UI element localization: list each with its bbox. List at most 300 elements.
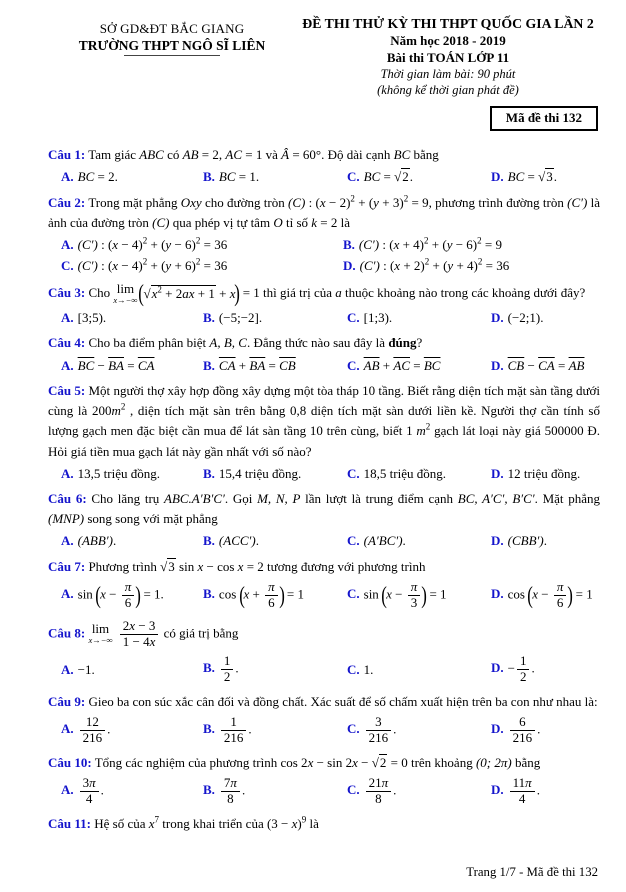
math-var: x: [291, 815, 298, 831]
math-var: BC: [218, 169, 236, 185]
question: [48, 489, 600, 551]
option-key: D.: [491, 660, 504, 676]
radical-sign: √: [143, 285, 151, 301]
math-var: x: [307, 754, 314, 770]
math-vector: $\overline{CB}$: [507, 357, 525, 373]
question-text: Câu 11: Hệ số của $x^7$ trong khai triển của $(3 - x)^9$ là: [48, 814, 319, 831]
math-vector: $\overline{BC}$: [77, 357, 95, 373]
right-paren: ): [278, 582, 285, 609]
option-B: B. $\frac{1}{2}$ .: [203, 652, 239, 684]
options-row: [48, 531, 600, 551]
fraction-denominator: 6: [124, 595, 132, 610]
superscript: 2: [425, 422, 431, 433]
question-number: Câu 9:: [48, 693, 86, 709]
fraction-denominator: 3: [410, 595, 418, 610]
superscript: 2: [195, 235, 201, 246]
option-key: C.: [347, 309, 360, 325]
math-var: π: [89, 774, 96, 790]
math-var: x: [148, 815, 155, 831]
option-C: C. $\frac{21\pi}{8}$ .: [347, 774, 397, 806]
fraction-denominator: 8: [375, 790, 382, 806]
option-key: D.: [491, 533, 504, 549]
math-vector: $\overline{BC}$: [423, 357, 441, 373]
question: [48, 145, 600, 187]
math-vector: $\overline{CB}$: [279, 357, 296, 373]
fraction-numerator: [554, 580, 567, 596]
math-fraction: [120, 619, 159, 650]
paren-content: x − $\frac{\pi}{3}$: [386, 579, 422, 612]
fraction-denominator: 4: [85, 790, 93, 806]
option-key: C.: [347, 357, 360, 373]
right-paren: ): [421, 582, 428, 609]
math-var: (C′): [359, 258, 380, 274]
radicand: $x^2 + 2ax + 1$: [151, 284, 215, 301]
math-var: BC, A′C′, B′C′: [457, 491, 535, 507]
math-paren-group: [240, 579, 284, 612]
math-limit: [88, 622, 112, 645]
math-limit: [113, 282, 137, 305]
option-D: D. (C′) : $(x + 2)^2 + (y + 4)^2 = 36$: [343, 257, 510, 274]
question-text: Câu 10: Tổng các nghiệm của phương trình cos 2x − sin 2x − √2 = 0 trên khoảng (0; 2π) bằng: [48, 754, 541, 770]
math-vector: $\overline{AB}$: [568, 357, 585, 373]
option-key: C.: [347, 586, 360, 602]
option-D: D. − $\frac{1}{2}$ .: [491, 652, 535, 684]
fraction-denominator: 4: [518, 790, 526, 806]
fraction-denominator: 1 − 4x: [122, 633, 156, 649]
fraction-numerator: [122, 580, 135, 596]
exam-subject: Bài thi TOÁN LỚP 11: [386, 50, 510, 65]
options-row: [48, 235, 600, 276]
math-vector: $\overline{BA}$: [249, 357, 266, 373]
math-fraction: [510, 776, 535, 807]
question-text: Câu 5: Một người thợ xây hợp đồng xây dựng một tòa tháp 10 tầng. Biết rằng diện tích mặt sàn tầng dưới cùng là $200m^2$ , diện tích mặt sàn trên bằng 0,8 diện tích mặt sàn dưới liền kề. Người thợ cần tính số lượng gạch men đặc biệt cần mua để lát sàn tầng 10 trên cùng, biết 1 $m^2$ gạch lát loại này giá 500000 Đ. Hỏi giá tiền mua gạch lát này gần nhất với số nào?: [48, 383, 601, 459]
option-key: A.: [61, 309, 74, 325]
option-key: B.: [203, 533, 215, 549]
question: [48, 193, 600, 276]
option-A: A. $\frac{12}{216}$ .: [61, 713, 111, 745]
options-row: [48, 308, 600, 328]
radicand: 2: [402, 169, 409, 185]
math-fraction: [366, 715, 392, 746]
option-B: B. (C′) : $(x + 4)^2 + (y - 6)^2 = 9$: [343, 235, 502, 252]
fraction-denominator: 2: [519, 668, 527, 684]
math-var: ax: [182, 285, 195, 301]
math-var: A, B, C: [209, 335, 247, 351]
option-C: C. 1.: [347, 661, 374, 677]
option-key: B.: [203, 586, 215, 602]
option-key: A.: [61, 465, 74, 481]
math-var: (A′BC′): [363, 533, 403, 549]
option-D: D. $\frac{6}{216}$ .: [491, 713, 541, 745]
option-C: C. $\overline{AB} + \overline{AC} = \overline{BC}$: [347, 357, 441, 373]
option-C: C. $\frac{3}{216}$ .: [347, 713, 397, 745]
question: [48, 753, 600, 808]
limit-word: lim: [91, 621, 110, 637]
math-var: k: [311, 214, 318, 230]
math-var: m: [416, 423, 426, 439]
math-fraction: [122, 580, 135, 611]
math-var: x: [100, 586, 106, 602]
option-key: D.: [491, 169, 504, 185]
question-text: Câu 1: Tam giác ABC có AB = 2, AC = 1 và Â = 60°. Độ dài cạnh BC bằng: [48, 147, 439, 162]
exam-code-box: Mã đề thi 132: [490, 106, 598, 131]
superscript: 2: [424, 257, 430, 268]
superscript: 2: [477, 257, 483, 268]
math-var: a: [335, 284, 342, 300]
limit-subscript: x→−∞: [88, 635, 113, 646]
fraction-numerator: 21π: [366, 776, 392, 792]
option-key: B.: [203, 782, 215, 798]
superscript: 7: [154, 814, 160, 825]
option-A: A. −1.: [61, 661, 95, 677]
fraction-numerator: 12: [80, 715, 106, 731]
math-var: (ACC′): [218, 533, 256, 549]
options-row: [48, 167, 600, 187]
math-fraction: [221, 715, 247, 746]
underline-rule: [124, 55, 220, 56]
option-B: B. (−5;−2].: [203, 309, 263, 325]
math-vector: $\overline{AB}$: [363, 357, 380, 373]
question-text: Câu 3: Cho lim x→−∞ ( $√x^2 + 2ax + 1 + x$ ) = 1 thì giá trị của a thuộc khoảng nào trong các khoảng dưới đây?: [48, 280, 586, 307]
right-paren: ): [135, 582, 142, 609]
options-row: [48, 714, 600, 747]
option-key: A.: [61, 533, 74, 549]
options-row: [48, 653, 600, 686]
math-var: y: [373, 194, 379, 210]
math-fraction: [366, 776, 392, 807]
fraction-numerator: 11π: [510, 776, 535, 792]
fraction-denominator: 216: [223, 729, 244, 745]
math-sqrt: [160, 558, 176, 574]
option-B: B. BC = 1.: [203, 169, 260, 185]
radicand: 3: [168, 558, 175, 574]
options-row: [48, 464, 600, 484]
option-key: B.: [203, 721, 215, 737]
radicand: 3: [546, 169, 553, 185]
fraction-numerator: 7π: [221, 776, 240, 792]
superscript: 2: [142, 235, 148, 246]
math-var: x: [129, 617, 136, 633]
math-var: π: [124, 579, 132, 595]
math-var: ABC.A′B′C′: [164, 491, 225, 507]
exam-title-block: [296, 16, 600, 98]
option-key: A.: [61, 782, 74, 798]
math-var: π: [556, 579, 564, 595]
question-number: Câu 10:: [48, 754, 92, 770]
option-key: A.: [61, 586, 74, 602]
superscript: 2: [195, 257, 201, 268]
question-number: Câu 2:: [48, 194, 86, 210]
math-var: x: [386, 586, 392, 602]
left-paren: (: [527, 582, 534, 609]
math-var: (C): [152, 214, 170, 230]
option-C: C. [1;3).: [347, 309, 393, 325]
limit-word: lim: [116, 280, 135, 296]
math-var: BC: [363, 169, 381, 185]
duration-note: Thời gian làm bài: 90 phút: [380, 67, 516, 81]
math-var: x: [393, 236, 400, 252]
option-D: D. cos ( x − $\frac{\pi}{6}$ ) = 1: [491, 579, 593, 610]
option-key: C.: [347, 169, 360, 185]
math-vector: $\overline{CA}$: [218, 357, 236, 373]
superscript: 2: [350, 193, 355, 204]
math-var: BC: [393, 147, 411, 162]
option-D: D. $\overline{CB} - \overline{CA} = \overline{AB}$: [491, 357, 585, 373]
question-number: Câu 3:: [48, 284, 86, 300]
fraction-numerator: [265, 580, 278, 596]
radicand: 2: [379, 754, 387, 770]
math-var: M, N, P: [257, 491, 301, 507]
options-row: [48, 579, 600, 612]
question: [48, 557, 600, 612]
bold-text: đúng: [388, 335, 417, 351]
math-var: x: [112, 236, 119, 252]
math-var: y: [165, 236, 172, 252]
fraction-numerator: 1: [221, 715, 247, 731]
option-key: C.: [347, 661, 360, 677]
options-row: [48, 356, 600, 376]
department-name: SỞ GD&ĐT BẮC GIANG: [99, 21, 245, 36]
radical-sign: √: [160, 558, 168, 574]
math-fraction: [554, 580, 567, 611]
question-number: Câu 8:: [48, 625, 86, 641]
math-var: y: [165, 258, 172, 274]
math-var: BC: [77, 169, 95, 185]
math-var: (MNP): [48, 511, 85, 527]
question: [48, 692, 600, 747]
exam-title: ĐỀ THI THỬ KỲ THI THPT QUỐC GIA LẦN 2: [302, 16, 594, 31]
math-var: x: [237, 558, 244, 574]
fraction-numerator: 2x − 3: [120, 619, 159, 635]
option-key: B.: [203, 660, 215, 676]
exam-header: [48, 16, 600, 98]
left-paren: (: [381, 582, 387, 609]
math-sqrt: [143, 285, 215, 301]
math-var: O: [273, 214, 283, 230]
math-var: x: [229, 285, 236, 301]
option-C: C. (A′BC′).: [347, 533, 406, 549]
fraction-denominator: 6: [268, 595, 275, 610]
question-number: Câu 4:: [48, 335, 86, 351]
option-key: D.: [491, 721, 504, 737]
left-paren: (: [95, 582, 101, 609]
math-var: Oxy: [180, 194, 202, 210]
question-text: Câu 4: Cho ba điểm phân biệt A, B, C. Đẳng thức nào sau đây là đúng?: [48, 335, 423, 351]
fraction-numerator: 1: [517, 654, 530, 670]
math-var: y: [447, 258, 454, 274]
math-sqrt: [372, 754, 388, 770]
math-var: x: [532, 586, 539, 602]
math-var: (ABB′): [77, 533, 113, 549]
question-text: Câu 9: Gieo ba con súc xắc cân đối và đồng chất. Xác suất để số chấm xuất hiện trên ba con như nhau là:: [48, 693, 598, 709]
option-B: B. cos ( x + $\frac{\pi}{6}$ ) = 1: [203, 579, 304, 610]
radical-sign: √: [538, 169, 546, 185]
math-paren-group: [139, 282, 239, 306]
option-key: D.: [491, 465, 504, 481]
left-paren: (: [138, 280, 145, 307]
option-B: B. $\frac{1}{216}$ .: [203, 713, 252, 745]
option-key: C.: [347, 465, 360, 481]
option-key: D.: [491, 309, 504, 325]
math-vector: $\overline{CA}$: [538, 357, 555, 373]
question: [48, 381, 600, 483]
option-A: A. (C′) : $(x - 4)^2 + (y - 6)^2 = 36$: [61, 235, 228, 252]
math-var: π: [525, 774, 532, 790]
math-var: y: [446, 236, 453, 252]
math-var: AC: [225, 147, 242, 162]
school-name: TRƯỜNG THPT NGÔ SĨ LIÊN: [78, 38, 266, 53]
option-C: C. 18,5 triệu đồng.: [347, 465, 446, 481]
math-fraction: [265, 580, 278, 611]
fraction-numerator: 3π: [80, 776, 99, 792]
option-B: B. 15,4 triệu đồng.: [203, 465, 302, 481]
option-A: A. (ABB′).: [61, 533, 117, 549]
school-year: Năm học 2018 - 2019: [390, 33, 506, 48]
fraction-numerator: [408, 580, 421, 596]
exam-code-row: [48, 106, 600, 131]
option-key: D.: [491, 586, 504, 602]
math-paren-group: [96, 579, 140, 612]
superscript: 2: [477, 235, 482, 246]
option-A: A. sin ( x − $\frac{\pi}{6}$ ) = 1.: [61, 579, 164, 610]
school-block: [48, 16, 296, 98]
right-paren: ): [234, 280, 241, 307]
math-var: π: [268, 579, 275, 595]
option-key: A.: [61, 721, 74, 737]
math-vector: $\overline{AC}$: [393, 357, 410, 373]
math-var: ABC: [139, 147, 164, 162]
math-var: Â: [281, 147, 290, 162]
page-footer: Trang 1/7 - Mã đề thi 132: [466, 865, 598, 879]
math-var: π: [381, 774, 389, 790]
math-paren-group: [382, 579, 426, 612]
option-key: C.: [347, 721, 360, 737]
option-key: B.: [203, 169, 215, 185]
question-text: Câu 6: Cho lăng trụ ABC.A′B′C′. Gọi M, N, P lần lượt là trung điểm cạnh BC, A′C′, B′C′. Mặt phẳng (MNP) song song với mặt phẳng: [48, 491, 601, 527]
math-vector: $\overline{BA}$: [108, 357, 124, 373]
option-key: B.: [203, 465, 215, 481]
radical-sign: √: [394, 169, 402, 185]
option-D: D. $\frac{11\pi}{4}$ .: [491, 774, 540, 806]
question-number: Câu 6:: [48, 491, 87, 507]
option-key: D.: [343, 258, 356, 274]
question-number: Câu 7:: [48, 558, 86, 574]
right-paren: ): [567, 582, 574, 609]
math-sqrt: [538, 168, 554, 184]
fraction-denominator: 6: [556, 595, 564, 610]
options-row: [48, 775, 600, 808]
option-key: D.: [491, 357, 504, 373]
option-D: D. (CBB′).: [491, 533, 547, 549]
question-number: Câu 11:: [48, 815, 91, 831]
math-fraction: [510, 715, 536, 746]
math-var: (0; 2π): [475, 754, 512, 770]
option-key: C.: [61, 258, 74, 274]
paren-content: x − $\frac{\pi}{6}$: [532, 579, 568, 612]
math-var: x: [151, 285, 158, 301]
option-C: C. (C′) : $(x - 4)^2 + (y + 6)^2 = 36$: [61, 257, 228, 274]
math-fraction: [517, 654, 530, 685]
fraction-denominator: 216: [368, 729, 389, 745]
questions-list: [48, 139, 600, 834]
fraction-denominator: 8: [227, 790, 234, 806]
option-B: B. $\overline{CA} + \overline{BA} = \overline{CB}$: [203, 357, 296, 373]
question: [48, 333, 600, 375]
math-var: x: [149, 633, 156, 649]
math-var: x: [319, 194, 326, 210]
math-var: x: [352, 754, 358, 770]
fraction-denominator: 216: [512, 729, 533, 745]
math-var: x: [243, 586, 250, 602]
math-sqrt: [394, 168, 410, 184]
superscript: 2: [142, 257, 148, 268]
math-var: (C′): [567, 194, 588, 210]
option-B: B. (ACC′).: [203, 533, 259, 549]
option-key: C.: [347, 533, 360, 549]
math-fraction: [80, 776, 99, 807]
question: [48, 618, 600, 686]
fraction-denominator: 2: [223, 668, 231, 684]
paren-content: x + $\frac{\pi}{6}$: [244, 579, 280, 612]
question-number: Câu 5:: [48, 383, 86, 399]
paren-content: x − $\frac{\pi}{6}$: [100, 579, 136, 612]
question-number: Câu 1:: [48, 147, 86, 162]
option-key: B.: [203, 309, 215, 325]
fraction-numerator: 3: [366, 715, 392, 731]
option-key: B.: [203, 357, 215, 373]
fraction-numerator: 6: [510, 715, 536, 731]
math-paren-group: [528, 579, 572, 612]
superscript: 2: [424, 235, 429, 246]
option-key: C.: [347, 782, 360, 798]
option-key: A.: [61, 661, 74, 677]
question: [48, 814, 600, 834]
fraction-denominator: 216: [82, 729, 103, 745]
option-D: D. 12 triệu đồng.: [491, 465, 581, 481]
option-A: A. [3;5).: [61, 309, 107, 325]
math-var: BC: [507, 169, 525, 185]
math-var: π: [230, 774, 237, 790]
math-var: AB: [182, 147, 199, 162]
superscript: 2: [157, 284, 162, 295]
question-text: Câu 8: lim x→−∞ $\frac{2x - 3}{1 - 4x}$ có giá trị bằng: [48, 617, 239, 649]
option-key: D.: [491, 782, 504, 798]
math-var: (C′): [77, 258, 98, 274]
limit-subscript: x→−∞: [113, 294, 138, 305]
option-key: B.: [343, 236, 355, 252]
math-var: x: [112, 258, 119, 274]
option-B: B. $\frac{7\pi}{8}$ .: [203, 774, 246, 806]
option-key: A.: [61, 169, 74, 185]
math-vector: $\overline{CA}$: [137, 357, 155, 373]
option-A: A. $\overline{BC} - \overline{BA} = \overline{CA}$: [61, 357, 155, 373]
math-var: (C): [288, 194, 306, 210]
question-text: Câu 7: Phương trình √3 sin x − cos x = 2 tương đương với phương trình: [48, 558, 426, 574]
superscript: 9: [301, 814, 307, 825]
math-var: m: [111, 403, 121, 419]
left-paren: (: [238, 582, 245, 609]
superscript: 2: [403, 193, 409, 204]
math-fraction: [221, 654, 234, 685]
option-A: A. BC = 2.: [61, 169, 118, 185]
option-A: A. 13,5 triệu đồng.: [61, 465, 160, 481]
math-fraction: [80, 715, 106, 746]
option-D: D. (−2;1).: [491, 309, 544, 325]
question: [48, 282, 600, 328]
math-var: x: [394, 258, 401, 274]
radical-sign: √: [371, 754, 379, 770]
option-D: D. BC = √3.: [491, 169, 557, 185]
